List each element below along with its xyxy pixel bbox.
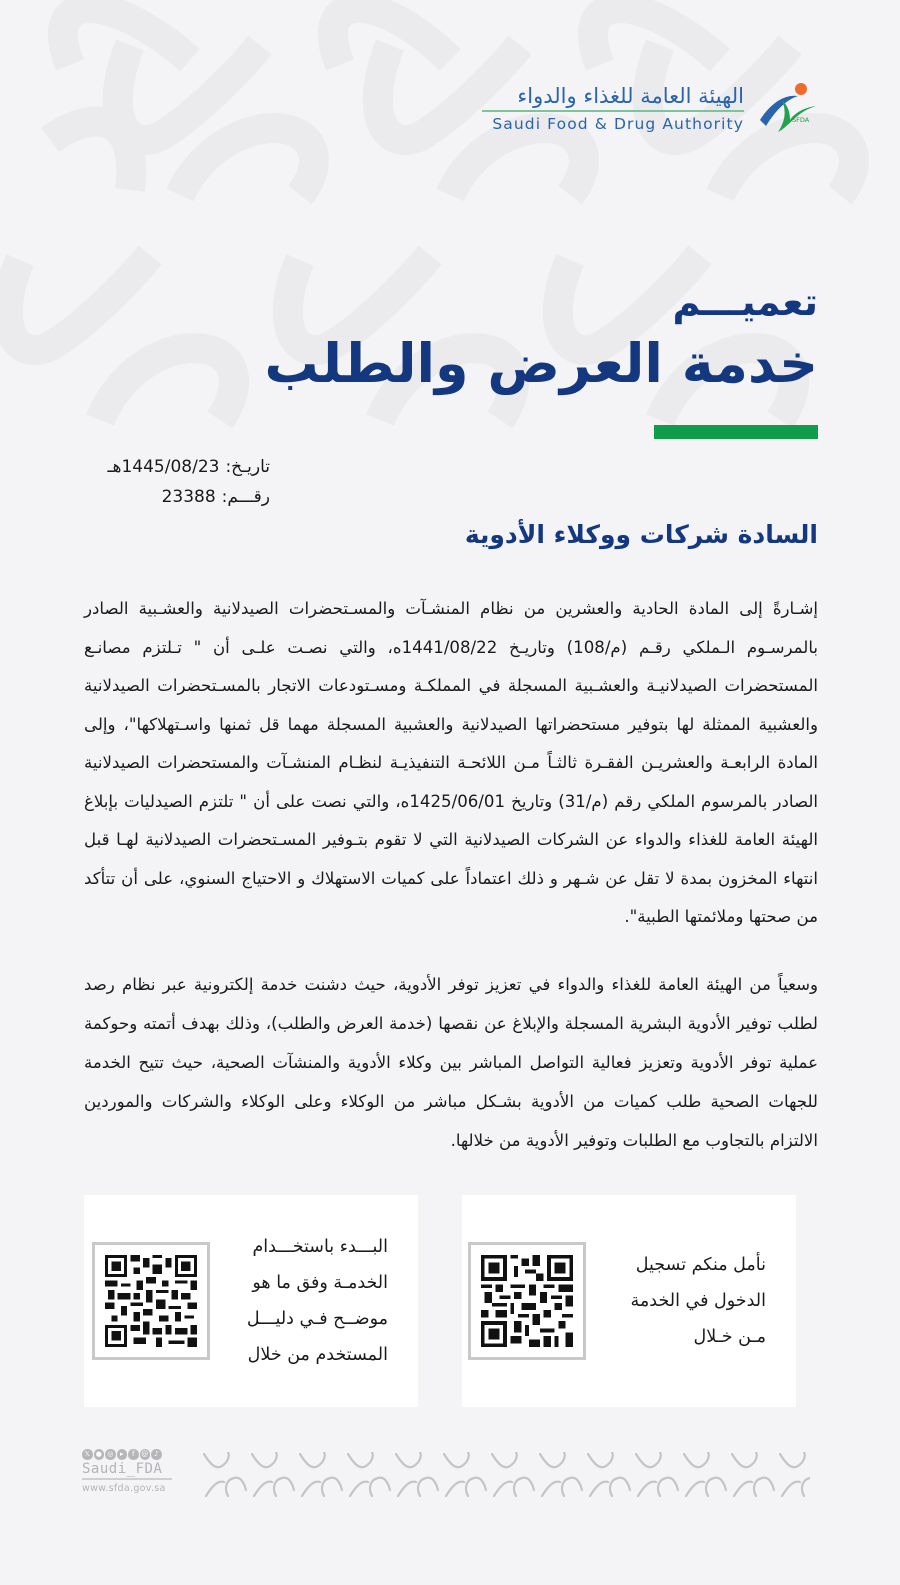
user-guide-card — [84, 1195, 418, 1407]
social-handle: Saudi_FDA — [82, 1460, 163, 1477]
body-paragraph-2: وسعياً من الهيئة العامة للغذاء والدواء في تعزيز توفر الأدوية، حيث دشنت خدمة إلكترونية عبر نظام رصد لطلب توفير الأدوية البشرية المسجلة والإبلاغ عن نقصها (خدمة العرض والطلب)، وذلك بهدف أتمته وحوكمة عملية توفر الأدوية وتعزيز فعالية التواصل المباشر بين وكلاء الأدوية والمنشآت الصحية، حيث تتيح الخدمة للجهات الصحية طلب كميات من الأدوية بشـكل مباشر من الوكلاء وعلى الوكلاء والشركات والموردين الالتزام بالتجاوب مع الطلبات وتوفير الأدوية من خلالها. — [84, 975, 818, 1150]
salutation-heading: السادة شركات ووكلاء الأدوية — [464, 520, 818, 549]
website-link[interactable]: www.sfda.gov.sa — [82, 1482, 166, 1494]
user-guide-card-text: البـــدء باستخـــدام الخدمـة وفق ما هو موضــح فـي دليـــل المستخدم من خلال — [246, 1237, 388, 1365]
document-meta — [84, 452, 270, 512]
footer-motif — [636, 1452, 678, 1496]
footer-motif — [444, 1452, 486, 1496]
login-qr-code[interactable] — [468, 1242, 586, 1360]
footer-motif — [204, 1452, 246, 1496]
login-card-text: نأمل منكم تسجيل الدخول في الخدمة مـن خـلال — [630, 1255, 766, 1347]
body-paragraph-1: إشـارةً إلى المادة الحادية والعشرين من نظام المنشـآت والمسـتحضرات الصيدلانية والعشـبية الصادر بالمرسـوم الـملكي رقـم (م/108) وتاريـخ 1441/08/22ه، والتي نصـت علـى أن " تـلتزم مصانـع المستحضرات الصيدلانيـة والعشـبية المسجلة في المملكـة ومسـتودعات الاتجار بالمسـتحضرات الصيدلانية والعشبية الممثلة لها بتوفير مستحضراتها الصيدلانية والعشبية المسجلة مهما قل ثمنها واسـتهلاكها"، وإلى المادة الرابعـة والعشريـن الفقـرة ثالثـاً مـن اللائحـة التنفيذيـة لنظـام المنشـآت والمستحضرات الصيدلانية الصادر بالمرسوم الملكي رقم (م/31) وتاريخ 1425/06/01ه، والتي نصت على أن " تلتزم الصيدليات بإبلاغ الهيئة العامة للغذاء والدواء عن الشركات الصيدلانية التي لا تقوم بتـوفير المسـتحضرات الصيدلانية لهـا قبل انتهاء المخزون بمدة لا تقل عن شـهر و ذلك اعتماداً على كميات الاستهلاك و الاحتياج السنوي، على أن تتأكد من صحتها وملائمتها الطبية". — [84, 599, 819, 926]
facebook-icon[interactable]: f — [128, 1449, 139, 1460]
page-title: خدمة العرض والطلب — [264, 332, 818, 395]
instagram-icon[interactable]: ◎ — [105, 1449, 116, 1460]
date-label: تاريـخ: — [225, 457, 270, 477]
document-type: تعميـــم — [672, 280, 818, 324]
sfda-logo — [482, 80, 818, 138]
tiktok-icon[interactable]: ♪ — [151, 1449, 162, 1460]
title-block — [264, 278, 818, 400]
date-value: 1445/08/23هـ — [107, 457, 220, 477]
number-value: 23388 — [161, 487, 216, 507]
number-label: رقـــم: — [221, 487, 270, 507]
number-row — [84, 482, 270, 512]
user-guide-qr-code[interactable] — [92, 1242, 210, 1360]
footer-motif — [492, 1452, 534, 1496]
footer-motif — [780, 1452, 810, 1496]
social-icons — [82, 1449, 174, 1460]
logo-arabic-name: الهيئة العامة للغذاء والدواء — [517, 84, 744, 108]
logo-divider — [482, 110, 744, 112]
x-icon[interactable]: 𝕏 — [82, 1449, 93, 1460]
title-accent-bar — [654, 425, 818, 439]
logo-english-name: Saudi Food & Drug Authority — [492, 115, 744, 133]
footer-pattern — [202, 1452, 810, 1498]
sfda-emblem-icon — [756, 80, 818, 138]
footer-divider — [82, 1478, 172, 1480]
date-row — [84, 452, 270, 482]
footer-motif — [684, 1452, 726, 1496]
footer-motif — [348, 1452, 390, 1496]
footer-motif — [396, 1452, 438, 1496]
qr-code-icon — [105, 1255, 197, 1347]
snapchat-icon[interactable]: ● — [94, 1449, 105, 1460]
logo-mark-text: SFDA — [792, 116, 810, 124]
footer-brand — [82, 1449, 174, 1494]
youtube-icon[interactable]: ▸ — [117, 1449, 128, 1460]
footer-motif — [252, 1452, 294, 1496]
footer-motif — [300, 1452, 342, 1496]
footer-motif — [732, 1452, 774, 1496]
footer-motif — [588, 1452, 630, 1496]
threads-icon[interactable]: @ — [141, 1450, 149, 1458]
login-card — [462, 1195, 796, 1407]
qr-code-icon — [481, 1255, 573, 1347]
footer-motif — [540, 1452, 582, 1496]
